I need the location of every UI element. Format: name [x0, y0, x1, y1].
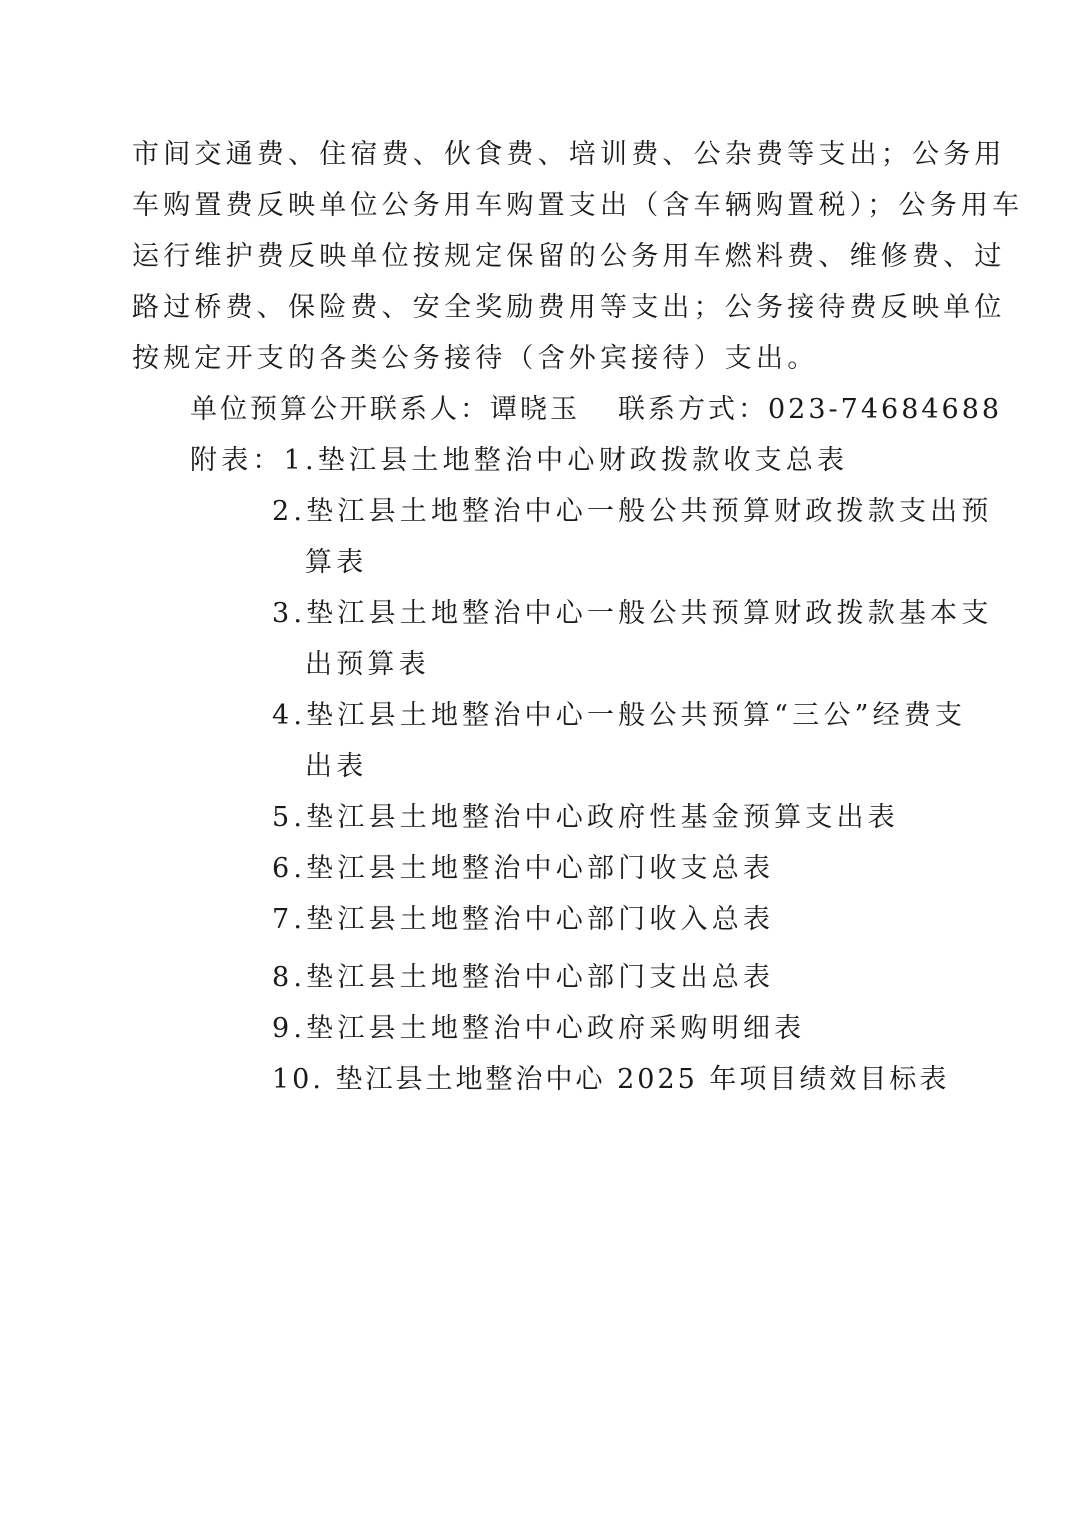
attachment-item: 4.垫江县土地整治中心一般公共预算“三公”经费支 [272, 700, 967, 731]
contact-line [190, 393, 1002, 427]
attachment-item: 10. 垫江县土地整治中心 2025 年项目绩效目标表 [272, 1064, 950, 1095]
contact-person: 单位预算公开联系人：谭晓玉 [190, 394, 580, 425]
attachment-item: 9.垫江县土地整治中心政府采购明细表 [272, 1013, 806, 1044]
attachment-item: 3.垫江县土地整治中心一般公共预算财政拨款基本支 [272, 598, 993, 629]
attachment-item-continued: 算表 [305, 547, 368, 578]
attachment-item: 1.垫江县土地整治中心财政拨款收支总表 [283, 445, 849, 476]
paragraph-line: 车购置费反映单位公务用车购置支出（含车辆购置税）；公务用车 [132, 190, 1024, 221]
attachment-item: 7.垫江县土地整治中心部门收入总表 [272, 904, 775, 935]
attachment-item-continued: 出预算表 [305, 649, 430, 680]
attachments-heading: 附表： [190, 445, 284, 476]
attachment-item-continued: 出表 [305, 751, 368, 782]
attachment-item: 6.垫江县土地整治中心部门收支总表 [272, 853, 775, 884]
attachment-item: 5.垫江县土地整治中心政府性基金预算支出表 [272, 802, 899, 833]
attachment-item: 2.垫江县土地整治中心一般公共预算财政拨款支出预 [272, 496, 993, 527]
attachment-item: 8.垫江县土地整治中心部门支出总表 [272, 962, 775, 993]
paragraph-line: 市间交通费、住宿费、伙食费、培训费、公杂费等支出；公务用 [132, 139, 1006, 170]
contact-phone: 联系方式：023-74684688 [618, 394, 1003, 425]
paragraph-line: 路过桥费、保险费、安全奖励费用等支出；公务接待费反映单位 [132, 292, 1006, 323]
paragraph-line: 运行维护费反映单位按规定保留的公务用车燃料费、维修费、过 [132, 241, 1006, 272]
paragraph-line: 按规定开支的各类公务接待（含外宾接待）支出。 [132, 343, 819, 374]
attachments-heading-line [190, 444, 848, 478]
